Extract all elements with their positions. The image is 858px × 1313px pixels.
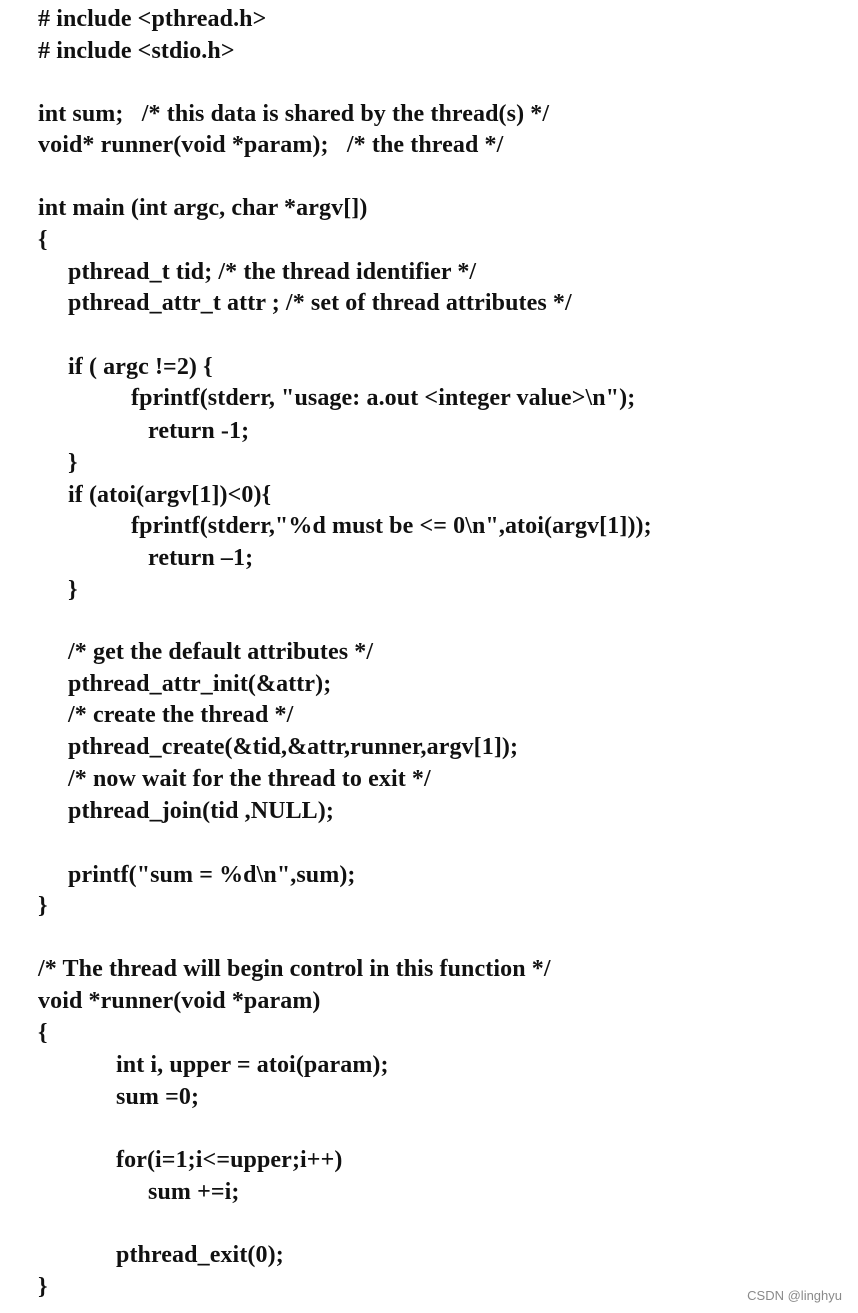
- code-line: # include <stdio.h>: [38, 38, 235, 64]
- code-line: }: [68, 450, 78, 476]
- code-line: /* The thread will begin control in this function */: [38, 956, 551, 982]
- code-line: return –1;: [148, 545, 254, 571]
- code-line: fprintf(stderr,"%d must be <= 0\n",atoi(argv[1]));: [131, 513, 652, 539]
- code-line: }: [68, 577, 78, 603]
- code-line: void* runner(void *param); /* the thread */: [38, 132, 504, 158]
- code-line: }: [38, 1274, 48, 1300]
- code-line: return -1;: [148, 418, 250, 444]
- code-line: }: [38, 893, 48, 919]
- code-line: int sum; /* this data is shared by the thread(s) */: [38, 101, 550, 127]
- code-line: pthread_create(&tid,&attr,runner,argv[1]);: [68, 734, 519, 760]
- code-line: {: [38, 1020, 48, 1046]
- code-line: printf("sum = %d\n",sum);: [68, 862, 356, 888]
- code-line: if (atoi(argv[1])<0){: [68, 482, 272, 508]
- code-line: sum +=i;: [148, 1179, 240, 1205]
- code-line: sum =0;: [116, 1084, 200, 1110]
- code-line: pthread_join(tid ,NULL);: [68, 798, 334, 824]
- code-line: if ( argc !=2) {: [68, 354, 213, 380]
- code-line: pthread_exit(0);: [116, 1242, 284, 1268]
- code-line: /* create the thread */: [68, 702, 294, 728]
- code-line: {: [38, 227, 48, 253]
- watermark: CSDN @linghyu: [747, 1288, 842, 1303]
- code-line: pthread_attr_t attr ; /* set of thread attributes */: [68, 290, 572, 316]
- code-line: int i, upper = atoi(param);: [116, 1052, 389, 1078]
- code-line: fprintf(stderr, "usage: a.out <integer value>\n");: [131, 385, 636, 411]
- code-line: /* get the default attributes */: [68, 639, 374, 665]
- code-line: pthread_attr_init(&attr);: [68, 671, 332, 697]
- code-line: for(i=1;i<=upper;i++): [116, 1147, 343, 1173]
- code-line: void *runner(void *param): [38, 988, 321, 1014]
- code-line: /* now wait for the thread to exit */: [68, 766, 431, 792]
- code-line: # include <pthread.h>: [38, 6, 267, 32]
- code-line: pthread_t tid; /* the thread identifier */: [68, 259, 477, 285]
- code-line: int main (int argc, char *argv[]): [38, 195, 368, 221]
